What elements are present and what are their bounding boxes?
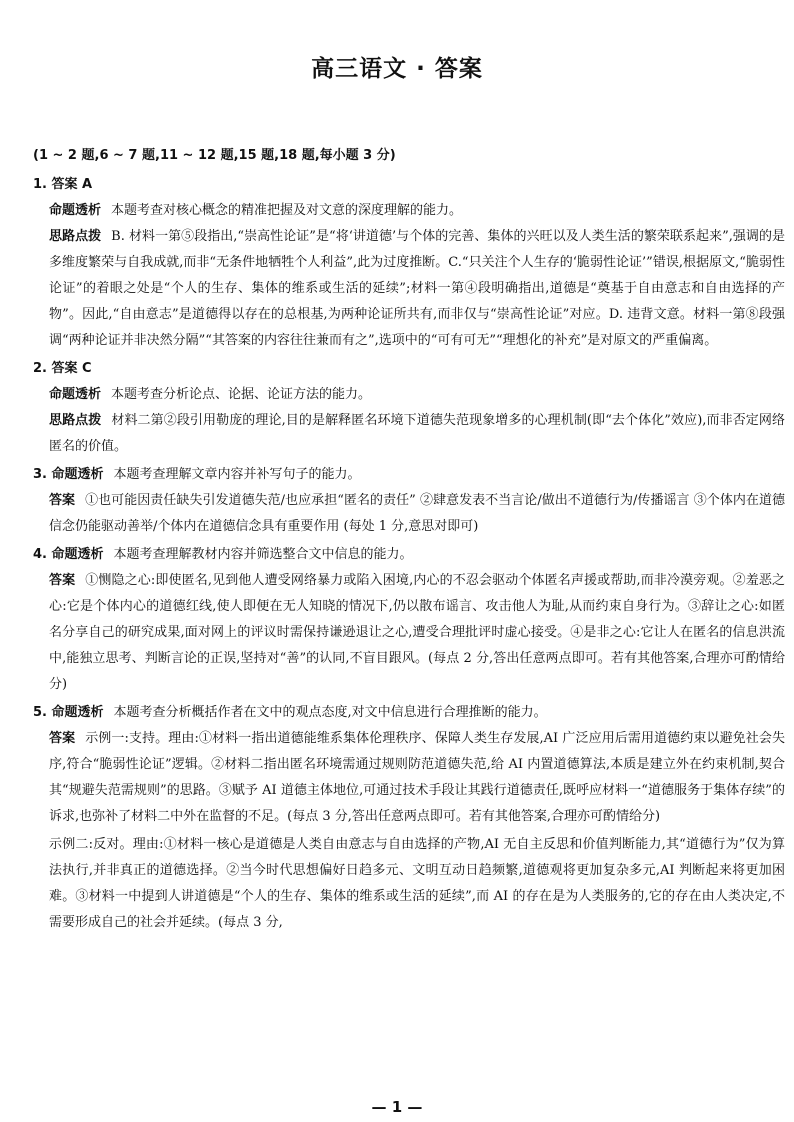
q1-heading: 1. 答案 A — [33, 177, 93, 192]
q5-answer-example-1 — [33, 726, 785, 830]
q3-answer — [33, 488, 785, 540]
question-5 — [33, 700, 785, 936]
q1-analysis-label: 命题透析 — [49, 203, 102, 218]
q2-hint-text: 材料二第②段引用勒庞的理论,目的是解释匿名环境下道德失范现象增多的心理机制(即“去个体化”效应),而非否定网络匿名的价值。 — [49, 413, 785, 454]
q5-heading — [33, 700, 785, 726]
q1-hint — [33, 224, 785, 354]
q5-answer-example-2 — [33, 832, 785, 936]
question-4 — [33, 542, 785, 698]
q5-answer-label: 答案 — [49, 731, 76, 746]
q5-example-2-text: 示例二:反对。理由:①材料一核心是道德是人类自由意志与自由选择的产物,AI 无自主反思和价值判断能力,其“道德行为”仅为算法执行,并非真正的道德选择。②当今时代思想偏好日趋多元、文明互动日趋频繁,道德观将更加复杂多元,AI 判断起来将更加困难。③材料一中提到人讲道德是“个人的生存、集体的维系或生活的延续”,而 AI 的存在是为人类服务的,它的存在由人类决定,不需要形成自己的社会并延续。(每点 3 分, — [49, 837, 785, 930]
q2-analysis — [33, 382, 785, 408]
question-2 — [33, 356, 785, 460]
q4-heading-label: 4. 命题透析 — [33, 547, 104, 562]
q2-analysis-text: 本题考查分析论点、论据、论证方法的能力。 — [111, 387, 372, 402]
page-number: — 1 — — [371, 1098, 423, 1116]
q1-analysis — [33, 198, 785, 224]
q5-heading-label: 5. 命题透析 — [33, 705, 104, 720]
scope-note: (1 ~ 2 题,6 ~ 7 题,11 ~ 12 题,15 题,18 题,每小题 3 分) — [33, 148, 396, 163]
q3-heading-label: 3. 命题透析 — [33, 467, 104, 482]
q1-analysis-text: 本题考查对核心概念的精准把握及对文意的深度理解的能力。 — [111, 203, 463, 218]
q2-heading: 2. 答案 C — [33, 361, 92, 376]
q5-example-1-text: 示例一:支持。理由:①材料一指出道德能维系集体伦理秩序、保障人类生存发展,AI 广泛应用后需用道德约束以避免社会失序,符合“脆弱性论证”逻辑。②材料二指出匿名环境需通过规则防范道德失范,给 AI 内置道德算法,本质是建立外在约束机制,契合其“规避失范需规则”的思路。③赋予 AI 道德主体地位,可通过技术手段让其践行道德责任,既呼应材料一“道德服务于集体存续”的诉求,也弥补了材料二中外在监督的不足。(每点 3 分,答出任意两点即可。若有其他答案,合理亦可酌情给分) — [49, 731, 785, 824]
q3-heading — [33, 462, 785, 488]
q4-answer — [33, 568, 785, 698]
question-3 — [33, 462, 785, 540]
page-title: 高三语文 · 答案 — [311, 56, 483, 82]
q4-answer-label: 答案 — [49, 573, 76, 588]
q5-heading-text: 本题考查分析概括作者在文中的观点态度,对文中信息进行合理推断的能力。 — [113, 705, 547, 720]
q2-hint — [33, 408, 785, 460]
q2-analysis-label: 命题透析 — [49, 387, 102, 402]
q3-heading-text: 本题考查理解文章内容并补写句子的能力。 — [113, 467, 361, 482]
q4-answer-text: ①恻隐之心:即使匿名,见到他人遭受网络暴力或陷入困境,内心的不忍会驱动个体匿名声援或帮助,而非冷漠旁观。②羞恶之心:它是个体内心的道德红线,使人即便在无人知晓的情况下,仍以散布谣言、攻击他人为耻,从而约束自身行为。③辞让之心:如匿名分享自己的研究成果,面对网上的评议时需保持谦逊退让之心,遭受合理批评时虚心接受。④是非之心:它让人在匿名的信息洪流中,能独立思考、判断言论的正误,坚持对“善”的认同,不盲目跟风。(每点 2 分,答出任意两点即可。若有其他答案,合理亦可酌情给分) — [49, 573, 785, 692]
q4-heading — [33, 542, 785, 568]
q3-answer-text: ①也可能因责任缺失引发道德失范/也应承担“匿名的责任” ②肆意发表不当言论/做出不道德行为/传播谣言 ③个体内在道德信念仍能驱动善举/个体内在道德信念具有重要作用 (每处 1 分,意思对即可) — [49, 493, 785, 534]
answer-content — [33, 146, 785, 938]
question-1 — [33, 172, 785, 354]
q2-hint-label: 思路点拨 — [49, 413, 102, 428]
q4-heading-text: 本题考查理解教材内容并筛选整合文中信息的能力。 — [113, 547, 413, 562]
q1-hint-text: B. 材料一第⑤段指出,“崇高性论证”是“将‘讲道德’与个体的完善、集体的兴旺以及人类生活的繁荣联系起来”,强调的是多维度繁荣与自我成就,而非“无条件地牺牲个人利益”,此为过度推断。C.“只关注个人生存的‘脆弱性论证’”错误,根据原文,“脆弱性论证”的着眼之处是“个人的生存、集体的维系或生活的延续”;材料一第④段明确指出,道德是“奠基于自由意志和自由选择的产物”。因此,“自由意志”是道德得以存在的总根基,为两种论证所共有,而非仅与“崇高性论证”对应。D. 违背文意。材料一第⑧段强调“两种论证并非决然分隔”“其答案的内容往往兼而有之”,选项中的“可有可无”“理想化的补充”是对原文的严重偏离。 — [49, 229, 785, 348]
q1-hint-label: 思路点拨 — [49, 229, 102, 244]
q3-answer-label: 答案 — [49, 493, 76, 508]
